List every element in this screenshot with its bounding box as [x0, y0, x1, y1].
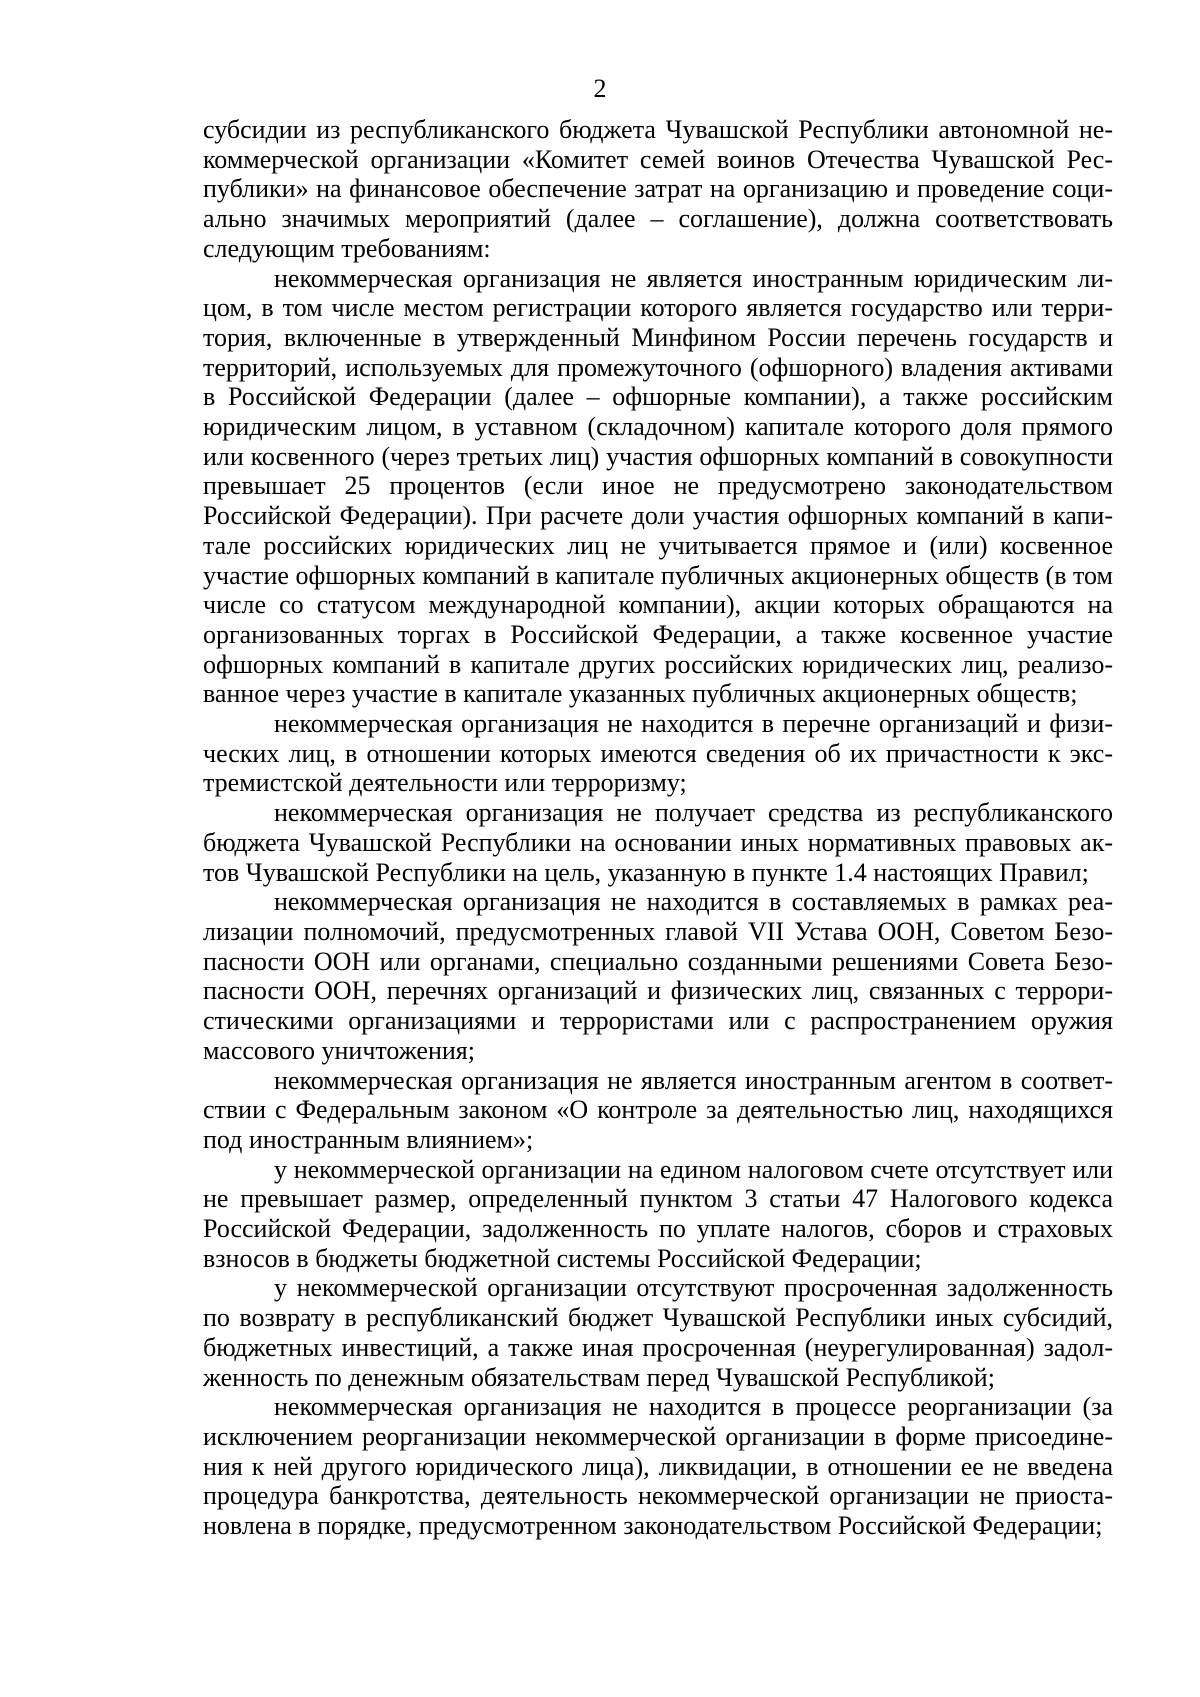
paragraph-requirement-offshore: некоммерческая организация не является иностранным юридическим лицом, в том числе местом регистрации которого является государство или территория, включенные в утвержденный Минфином России перечень государств и территорий, используемых для промежуточного (офшорного) владения активами в Российской Федерации (далее – офшорные компании), а также российским юридическим лицом, в уставном (складочном) капитале которого доля прямого или косвенного (через третьих лиц) участия офшорных компаний в совокупности превышает 25 процентов (если иное не предусмотрено законодательством Российской Федерации). При расчете доли участия офшорных компаний в капитале российских юридических лиц не учитывается прямое и (или) косвенное участие офшорных компаний в капитале публичных акционерных обществ (в том числе со статусом международной компании), акции которых обращаются на организованных торгах в Российской Федерации, а также косвенное участие офшорных компаний в капитале других российских юридических лиц, реализованное через участие в капитале указанных публичных акционерных обществ; — [203, 263, 1113, 709]
paragraph-requirement-foreign-agent: некоммерческая организация не является иностранным агентом в соответствии с Федеральным законом «О контроле за деятельностью лиц, находящихся под иностранным влиянием»; — [203, 1065, 1113, 1154]
paragraph-requirement-extremism: некоммерческая организация не находится в перечне организаций и физических лиц, в отношении которых имеются сведения об их причастности к экстремистской деятельности или терроризму; — [203, 709, 1113, 798]
paragraph-requirement-other-funding: некоммерческая организация не получает средства из республиканского бюджета Чувашской Республики на основании иных нормативных правовых актов Чувашской Республики на цель, указанную в пункте 1.4 настоящих Правил; — [203, 798, 1113, 887]
paragraph-requirement-reorganization: некоммерческая организация не находится в процессе реорганизации (за исключением реорганизации некоммерческой организации в форме присоединения к ней другого юридического лица), ликвидации, в отношении ее не введена процедура банкротства, деятельность некоммерческой организации не приостановлена в порядке, предусмотренном законодательством Российской Федерации; — [203, 1392, 1113, 1541]
paragraph-intro: субсидии из республиканского бюджета Чувашской Республики автономной некоммерческой организации «Комитет семей воинов Отечества Чувашской Республики» на финансовое обеспечение затрат на организацию и проведение социально значимых мероприятий (далее – соглашение), должна соответствовать следующим требованиям: — [203, 115, 1113, 263]
paragraph-requirement-un-lists: некоммерческая организация не находится в составляемых в рамках реализации полномочий, предусмотренных главой VII Устава ООН, Советом Безопасности ООН или органами, специально созданными решениями Совета Безопасности ООН, перечнях организаций и физических лиц, связанных с террористическими организациями и террористами или с распространением оружия массового уничтожения; — [203, 887, 1113, 1065]
paragraph-requirement-overdue-debt: у некоммерческой организации отсутствуют просроченная задолженность по возврату в республиканский бюджет Чувашской Республики иных субсидий, бюджетных инвестиций, а также иная просроченная (неурегулированная) задолженность по денежным обязательствам перед Чувашской Республикой; — [203, 1273, 1113, 1392]
page-number: 2 — [593, 74, 607, 103]
paragraph-requirement-tax-debt: у некоммерческой организации на едином налоговом счете отсутствует или не превышает размер, определенный пунктом 3 статьи 47 Налогового кодекса Российской Федерации, задолженность по уплате налогов, сборов и страховых взносов в бюджеты бюджетной системы Российской Федерации; — [203, 1154, 1113, 1273]
document-body — [203, 115, 1113, 1541]
